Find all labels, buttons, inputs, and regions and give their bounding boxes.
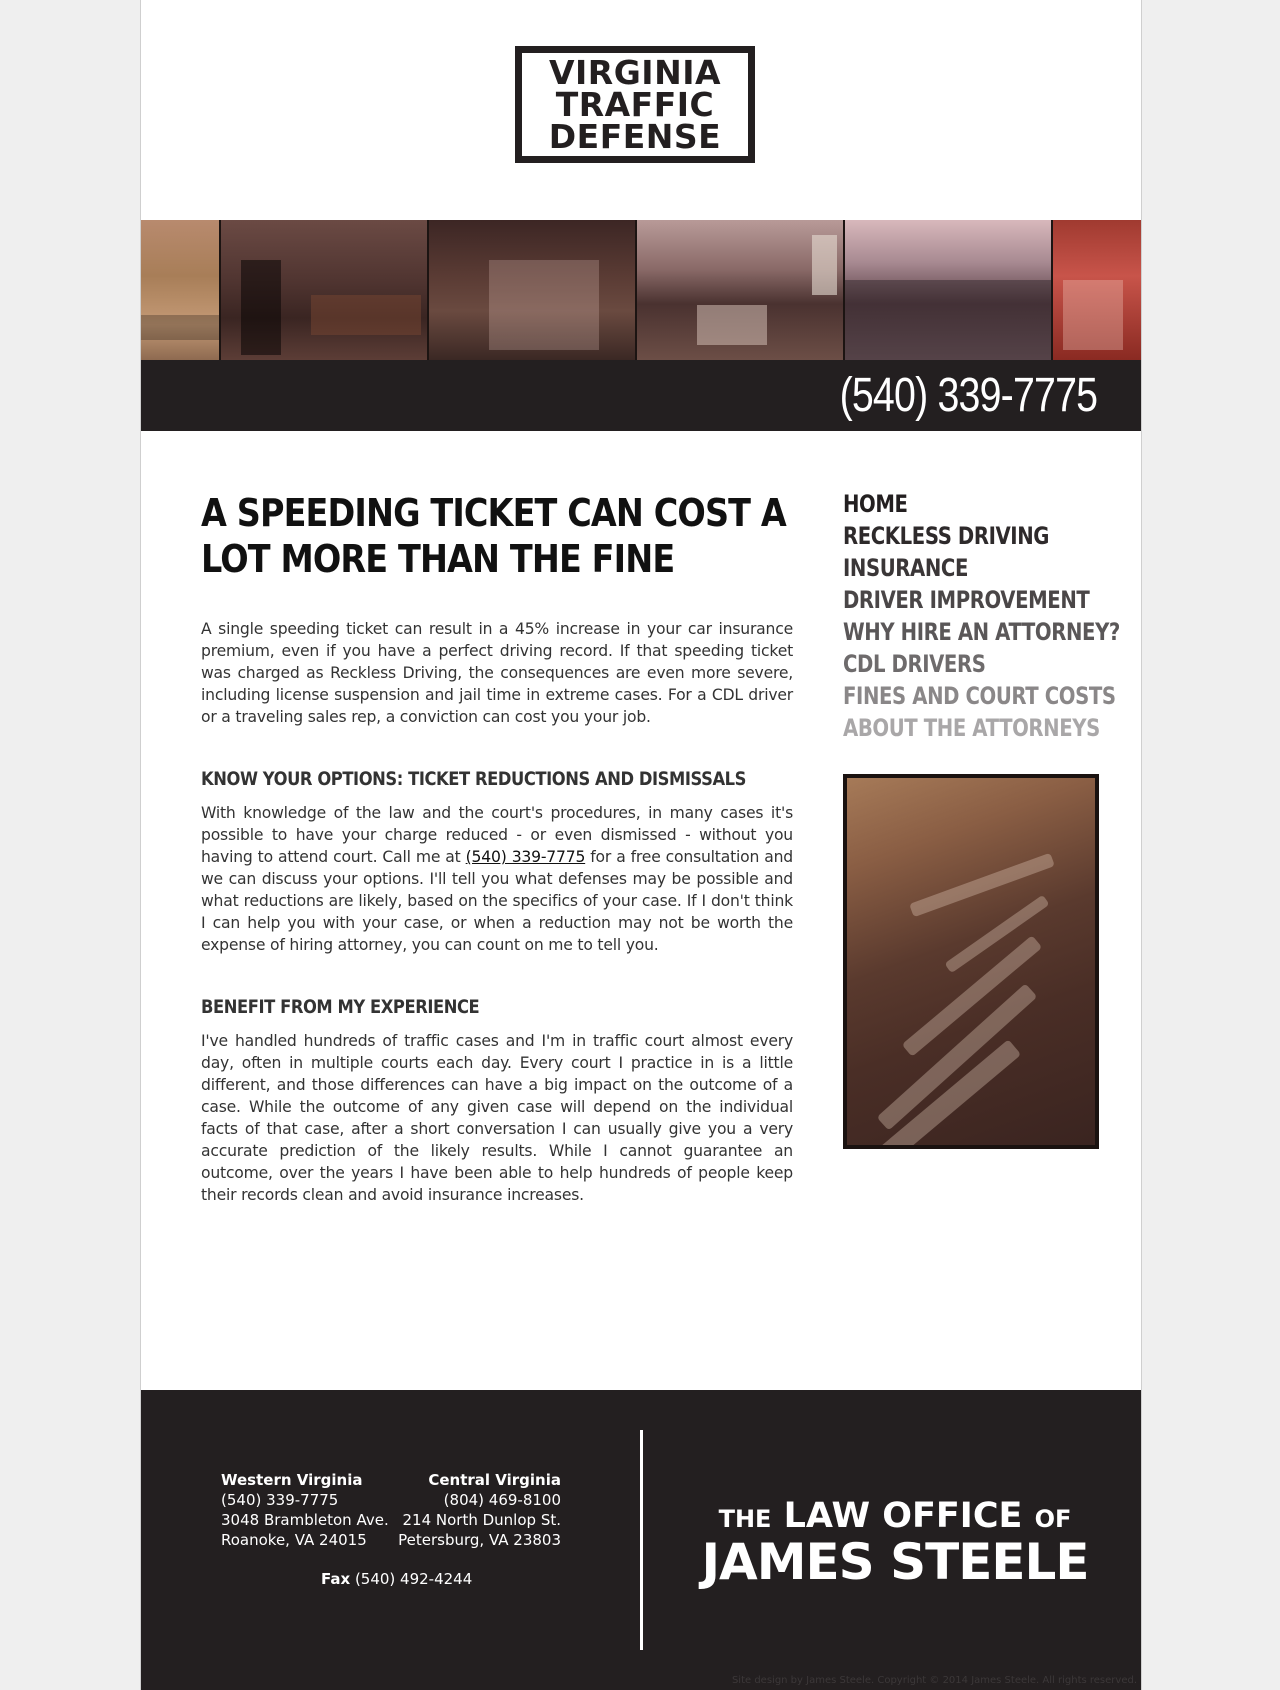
law-logo-law-office: LAW OFFICE bbox=[783, 1496, 1023, 1536]
office-street: 3048 Brambleton Ave. bbox=[221, 1511, 389, 1529]
logo-line-2: TRAFFIC bbox=[555, 84, 715, 124]
header-photo-truck bbox=[1053, 220, 1141, 360]
copyright-text: Site design by James Steele. Copyright © 2014 James Steele. All rights reserved. bbox=[731, 1675, 1137, 1686]
consultation-phone-link[interactable]: (540) 339-7775 bbox=[465, 848, 586, 866]
nav-fines-court-costs[interactable]: FINES AND COURT COSTS bbox=[843, 682, 1116, 710]
office-city: Roanoke, VA 24015 bbox=[221, 1531, 367, 1549]
options-text-before: With knowledge of the law and the court's procedures, in many cases it's possible to have your charge reduced - or even dismissed - without you having to attend court. Call me at bbox=[201, 804, 793, 866]
office-western-virginia bbox=[221, 1470, 389, 1550]
office-city: Petersburg, VA 23803 bbox=[398, 1531, 561, 1549]
options-paragraph bbox=[201, 802, 793, 956]
header-phone[interactable]: (540) 339-7775 bbox=[839, 369, 1097, 422]
page-container bbox=[140, 0, 1142, 1690]
fax-line bbox=[321, 1570, 472, 1588]
header-photo-speed-sign bbox=[637, 220, 845, 360]
nav-why-hire-attorney[interactable]: WHY HIRE AN ATTORNEY? bbox=[843, 618, 1120, 646]
header-photo-traffic bbox=[429, 220, 637, 360]
experience-paragraph: I've handled hundreds of traffic cases and I'm in traffic court almost every day, often in multiple courts each day. Every court I practice in is a little different, and those differences can have a big impact on the outcome of a case. While the outcome of any given case will depend on the individual facts of that case, after a short conversation I can usually give you a very accurate prediction of the likely results. While I cannot guarantee an outcome, over the years I have been able to help hundreds of people keep their records clean and avoid insurance increases. bbox=[201, 1032, 793, 1204]
header-photo-field bbox=[141, 220, 221, 360]
fax-number: (540) 492-4244 bbox=[354, 1570, 473, 1588]
sidebar-traffic-photo bbox=[843, 774, 1099, 1149]
nav-about-attorneys[interactable]: ABOUT THE ATTORNEYS bbox=[843, 714, 1100, 742]
section-heading-experience: BENEFIT FROM MY EXPERIENCE bbox=[201, 996, 480, 1018]
header-photo-mountain-road bbox=[845, 220, 1053, 360]
main-content bbox=[201, 490, 793, 1206]
nav-insurance[interactable]: INSURANCE bbox=[843, 554, 968, 582]
nav-reckless-driving[interactable]: RECKLESS DRIVING bbox=[843, 522, 1050, 550]
office-street: 214 North Dunlop St. bbox=[402, 1511, 561, 1529]
office-phone[interactable]: (804) 469-8100 bbox=[443, 1491, 561, 1509]
office-phone[interactable]: (540) 339-7775 bbox=[221, 1491, 339, 1509]
office-central-virginia bbox=[398, 1470, 561, 1550]
law-logo-of: OF bbox=[1034, 1505, 1072, 1533]
page-title: A SPEEDING TICKET CAN COST A LOT MORE THAN THE FINE bbox=[201, 491, 786, 581]
logo-line-1: VIRGINIA bbox=[548, 52, 722, 92]
law-office-logo[interactable] bbox=[685, 1496, 1105, 1591]
law-logo-line-1 bbox=[685, 1498, 1105, 1537]
footer bbox=[141, 1390, 1141, 1690]
office-name: Western Virginia bbox=[221, 1471, 363, 1489]
footer-divider bbox=[640, 1430, 643, 1650]
law-logo-the: THE bbox=[718, 1505, 772, 1533]
section-heading-options: KNOW YOUR OPTIONS: TICKET REDUCTIONS AND DISMISSALS bbox=[201, 768, 746, 790]
nav-home[interactable]: HOME bbox=[843, 490, 908, 518]
header-photo-strip bbox=[141, 220, 1141, 360]
nav-cdl-drivers[interactable]: CDL DRIVERS bbox=[843, 650, 986, 678]
side-nav bbox=[843, 488, 1133, 744]
phone-bar bbox=[141, 360, 1141, 431]
law-logo-name: JAMES STEELE bbox=[701, 1533, 1089, 1591]
logo-line-3: DEFENSE bbox=[548, 116, 722, 156]
options-text-after: for a free consultation and we can discuss your options. I'll tell you what defenses may be possible and what reductions are likely, based on the specifics of your case. If I don't think I can help you with your case, or when a reduction may not be worth the expense of hiring attorney, you can count on me to tell you. bbox=[201, 848, 793, 954]
site-logo[interactable] bbox=[515, 46, 755, 163]
fax-label: Fax bbox=[321, 1570, 351, 1588]
office-name: Central Virginia bbox=[428, 1471, 561, 1489]
header-photo-police bbox=[221, 220, 429, 360]
intro-paragraph: A single speeding ticket can result in a 45% increase in your car insurance premium, even if you have a perfect driving record. If that speeding ticket was charged as Reckless Driving, the consequences are even more severe, including license suspension and jail time in extreme cases. For a CDL driver or a traveling sales rep, a conviction can cost you your job. bbox=[201, 620, 793, 726]
nav-driver-improvement[interactable]: DRIVER IMPROVEMENT bbox=[843, 586, 1090, 614]
